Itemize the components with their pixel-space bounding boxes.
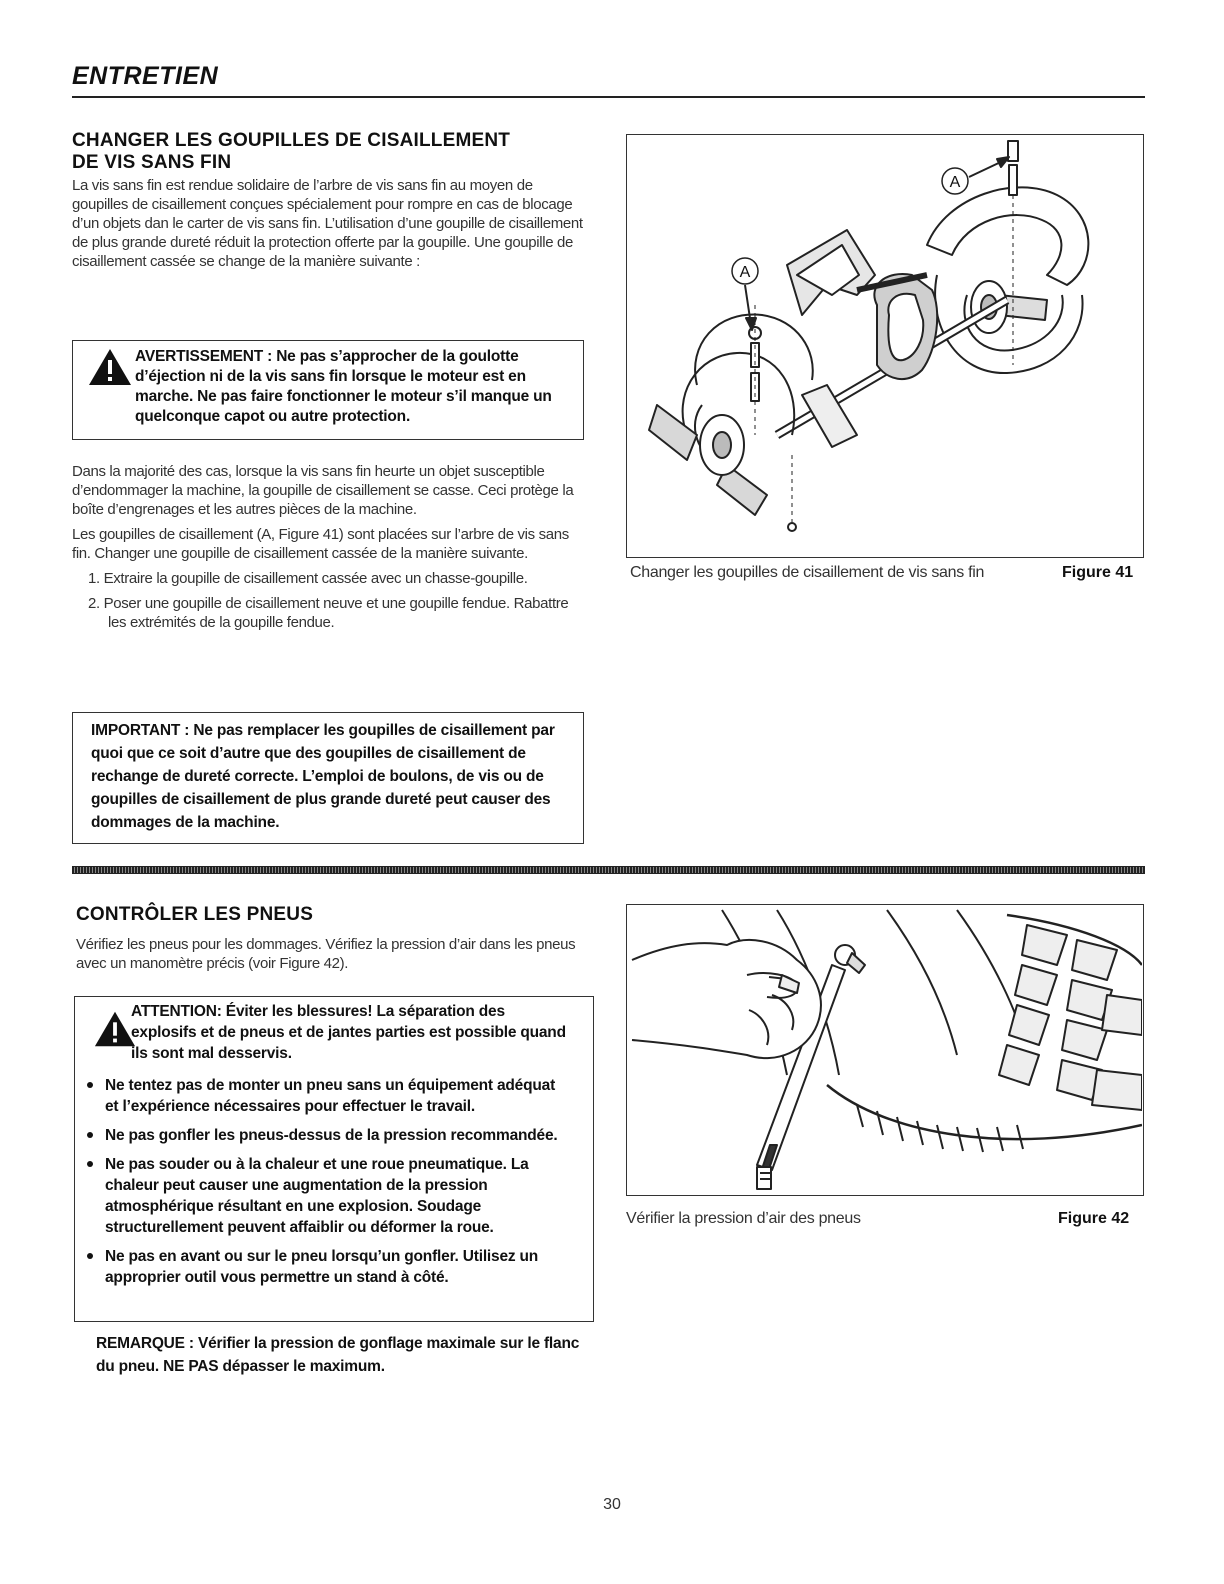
shear-pin-title-line1: CHANGER LES GOUPILLES DE CISAILLEMENT [72, 130, 511, 151]
tires-intro-text: Vérifiez les pneus pour les dommages. Vérifiez la pression d’air dans les pneus avec un manomètre précis (voir Figure 42). [76, 936, 576, 972]
attention-box [74, 996, 594, 1322]
callout-label: A [949, 174, 961, 191]
figure-42-frame [626, 904, 1144, 1196]
step-item: 2. Poser une goupille de cisaillement neuve et une goupille fendue. Rabattre les extrémités de la goupille fendue. [88, 595, 569, 631]
figure-42-label: Figure 42 [1058, 1210, 1130, 1227]
tires-heading [76, 904, 313, 926]
warning-text: AVERTISSEMENT : Ne pas s’approcher de la goulotte d’éjection ni de la vis sans fin lorsque le moteur est en marche. Ne pas faire fonctionner le moteur s’il manque un quelconque capot ou autre protection. [135, 348, 552, 425]
tires-intro [76, 935, 576, 979]
header-rule [72, 96, 1145, 98]
shear-pin-steps [88, 569, 584, 632]
important-box [72, 712, 584, 844]
step-item: 1. Extraire la goupille de cisaillement cassée avec un chasse-goupille. [88, 570, 528, 587]
callout-label: A [739, 264, 751, 281]
figure-41-label: Figure 41 [1062, 564, 1134, 581]
section-title: ENTRETIEN [72, 62, 219, 90]
figure-41-frame [626, 134, 1144, 558]
auger-assembly-illustration [627, 135, 1142, 556]
figure-42-caption: Vérifier la pression d’air des pneus [626, 1210, 861, 1227]
tire-pressure-illustration [627, 905, 1142, 1194]
attention-bullets [79, 1067, 559, 1288]
page-number: 30 [603, 1496, 621, 1513]
section-divider [72, 866, 1145, 874]
bullet-item: Ne tentez pas de monter un pneu sans un équipement adéquat et l’expérience nécessaires pour effectuer le travail. [79, 1075, 559, 1117]
warning-box [72, 340, 584, 440]
shear-pin-para2: Dans la majorité des cas, lorsque la vis sans fin heurte un objet susceptible d’endommager la machine, la goupille de cisaillement se casse. Ceci protège la boîte d’engrenages et les autres pièces de la machine. [72, 463, 574, 518]
shear-pin-body [72, 462, 584, 638]
important-text: IMPORTANT : Ne pas remplacer les goupilles de cisaillement par quoi que ce soit d’autre que des goupilles de cisaillement de rechange de dureté correcte. L’emploi de boulons, de vis ou de goupilles de cisaillement de plus grande dureté peut causer des dommages de la machine. [91, 722, 555, 831]
figure-41-caption: Changer les goupilles de cisaillement de vis sans fin [630, 564, 985, 581]
attention-text: ATTENTION: Éviter les blessures! La séparation des explosifs et de pneus et de jantes parties est possible quand ils sont mal desservis. [131, 1003, 566, 1062]
callout-a-right [942, 168, 968, 194]
shear-pin-title-line2: DE VIS SANS FIN [72, 152, 232, 173]
tires-note: REMARQUE : Vérifier la pression de gonflage maximale sur le flanc du pneu. NE PAS dépasser le maximum. [96, 1335, 580, 1375]
bullet-item: Ne pas souder ou à la chaleur et une roue pneumatique. La chaleur peut causer une augmentation de la pression atmosphérique résultant en une explosion. Soudage structurellement peuvent affaiblir ou déformer la roue. [79, 1154, 559, 1238]
shear-pin-intro [72, 176, 584, 277]
shear-pin-para3: Les goupilles de cisaillement (A, Figure 41) sont placées sur l’arbre de vis sans fin. Changer une goupille de cisaillement cassée de la manière suivante. [72, 526, 569, 562]
tires-title: CONTRÔLER LES PNEUS [76, 904, 314, 925]
bullet-item: Ne pas en avant ou sur le pneu lorsqu’un gonfler. Utilisez un approprier outil vous permettre un stand à côté. [79, 1246, 559, 1288]
warning-triangle-icon [87, 347, 133, 387]
callout-a-left [732, 258, 758, 284]
shear-pin-intro-text: La vis sans fin est rendue solidaire de l’arbre de vis sans fin au moyen de goupilles de cisaillement conçues spécialement pour rompre en cas de blocage d’un objets dan le carter de vis sans fin. L’utilisation d’une goupille de cisaillement de plus grande dureté réduit la protection offerte par la goupille. Une goupille de cisaillement cassée se change de la manière suivante : [72, 177, 583, 270]
bullet-item: Ne pas gonfler les pneus-dessus de la pression recommandée. [79, 1125, 559, 1146]
shear-pin-heading [72, 130, 592, 174]
